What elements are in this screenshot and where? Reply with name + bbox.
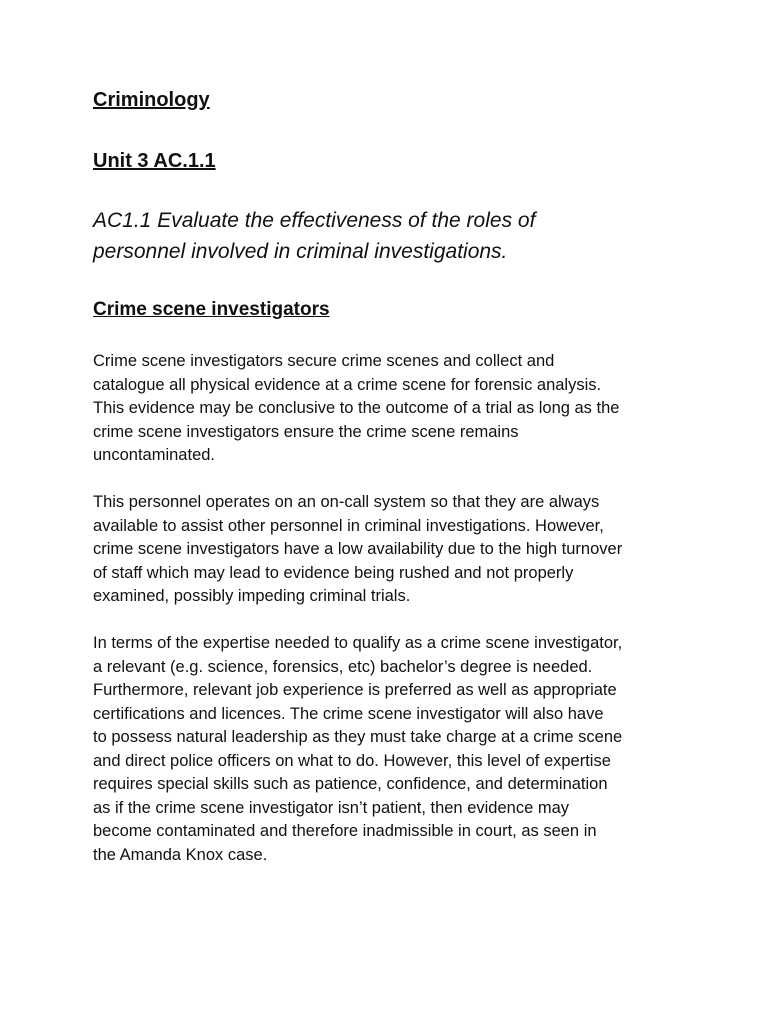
body-paragraph-3: In terms of the expertise needed to qualify as a crime scene investigator, a relevant (e.g. science, forensics, etc) bachelor’s degree is needed. Furthermore, relevant job experience is preferred as well as appropriate certifications and licences. The crime scene investigator will also have to possess natural leadership as they must take charge at a crime scene and direct police officers on what to do. However, this level of expertise requires special skills such as patience, confidence, and determination as if the crime scene investigator isn’t patient, then evidence may become contaminated and therefore inadmissible in court, as seen in the Amanda Knox case.	[93, 634, 623, 864]
unit-heading: Unit 3 AC.1.1	[93, 150, 216, 172]
body-paragraph-1: Crime scene investigators secure crime scenes and collect and catalogue all physical evidence at a crime scene for forensic analysis. This evidence may be conclusive to the outcome of a trial as long as the crime scene investigators ensure the crime scene remains uncontaminated.	[93, 352, 620, 464]
body-paragraph-2: This personnel operates on an on-call system so that they are always available to assist other personnel in criminal investigations. However, crime scene investigators have a low availability due to the high turnover of staff which may lead to evidence being rushed and not properly examined, possibly impeding criminal trials.	[93, 493, 623, 605]
assessment-objective: AC1.1 Evaluate the effectiveness of the roles of personnel involved in criminal investigations.	[93, 209, 536, 263]
section-heading: Crime scene investigators	[93, 299, 330, 320]
document-title: Criminology	[93, 89, 210, 111]
